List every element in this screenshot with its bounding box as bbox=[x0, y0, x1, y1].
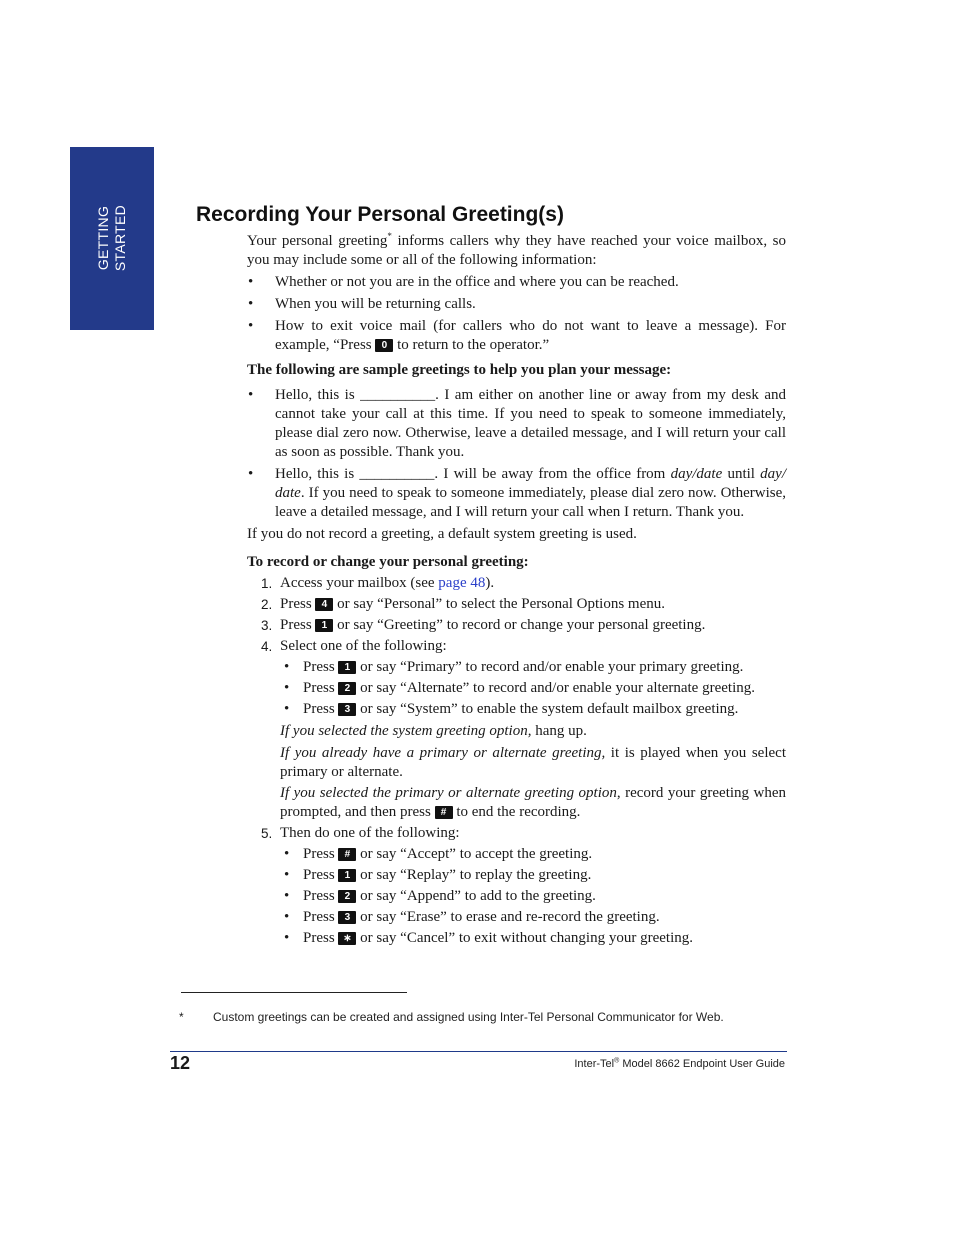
key-3-icon: 3 bbox=[338, 703, 356, 716]
option-item: • Press # or say “Accept” to accept the greeting. bbox=[280, 845, 786, 864]
key-hash-icon: # bbox=[435, 806, 453, 819]
default-greeting-note: If you do not record a greeting, a default system greeting is used. bbox=[247, 526, 637, 542]
sample-greeting: • Hello, this is __________. I will be away from the office from day/date until day/ date. If you need to speak to someone immediately, please dial zero now. Otherwise, leave a detailed message, and I will return your call when I return. Thank you. bbox=[247, 465, 786, 522]
samples-heading: The following are sample greetings to help you plan your message: bbox=[247, 362, 672, 378]
greeting-options bbox=[280, 658, 786, 719]
option-item: • Press 2 or say “Append” to add to the greeting. bbox=[280, 887, 786, 906]
sample-greeting: • Hello, this is __________. I am either on another line or away from my desk and cannot take your call at this time. If you need to speak to someone immediately, please dial zero now. Otherwise, leave a detailed message, and I will return your call as soon as possible. Thank you. bbox=[247, 386, 786, 462]
step-2: 2. Press 4 or say “Personal” to select the Personal Options menu. bbox=[261, 596, 666, 612]
footnote-text: Custom greetings can be created and assigned using Inter-Tel Personal Communicator for Web. bbox=[213, 1010, 724, 1024]
main-content bbox=[247, 232, 786, 948]
section-tab-line2: STARTED bbox=[112, 204, 128, 272]
recording-options bbox=[280, 845, 786, 948]
key-4-icon: 4 bbox=[315, 598, 333, 611]
key-0-icon: 0 bbox=[375, 339, 393, 352]
step-note: If you already have a primary or alternate greeting, it is played when you select primary or alternate. bbox=[280, 745, 786, 780]
procedure-heading: To record or change your personal greeting: bbox=[247, 554, 529, 570]
section-tab-label bbox=[95, 205, 129, 271]
footnote-mark: * bbox=[179, 1010, 184, 1024]
step-5: 5. Then do one of the following: • Press # or say “Accept” to accept the greeting. • Press 1 or say “Replay” to replay the greeting. • Press 2 or say “Append” to add to the greeting. • Press 3 or say “Erase” to erase and re-record the greeting. • Press ∗ or say “Cancel” to exit without changing your greeting. bbox=[247, 824, 786, 948]
info-item: • Whether or not you are in the office and where you can be reached. bbox=[247, 273, 786, 292]
key-hash-icon: # bbox=[338, 848, 356, 861]
step-note: If you selected the system greeting option, hang up. bbox=[280, 723, 587, 739]
key-1-icon: 1 bbox=[338, 869, 356, 882]
footnote-divider bbox=[181, 992, 407, 993]
step-1: 1. Access your mailbox (see page 48). bbox=[261, 575, 495, 591]
info-list bbox=[247, 273, 786, 355]
step-4: 4. Select one of the following: • Press 1 or say “Primary” to record and/or enable your primary greeting. • Press 2 or say “Alternate” to record and/or enable your alternate greeting. • Press 3 or say “System” to enable the system default mailbox greeting. If you selected the system greeting option, hang up. If you already have a primary or alternate greeting, it is played when you select primary or alternate. If you selected the primary or alternate greeting option, record your greeting when prompted, and then press # to end the recording. bbox=[247, 637, 786, 822]
page-48-link[interactable]: page 48 bbox=[438, 575, 486, 591]
info-item: • When you will be returning calls. bbox=[247, 295, 786, 314]
option-item: • Press 3 or say “Erase” to erase and re-record the greeting. bbox=[280, 908, 786, 927]
key-3-icon: 3 bbox=[338, 911, 356, 924]
section-tab bbox=[70, 147, 154, 330]
footer-divider bbox=[170, 1051, 787, 1052]
page-number: 12 bbox=[170, 1053, 191, 1073]
section-tab-line1: GETTING bbox=[95, 205, 111, 271]
key-2-icon: 2 bbox=[338, 890, 356, 903]
option-item: • Press ∗ or say “Cancel” to exit without changing your greeting. bbox=[280, 929, 786, 948]
option-item: • Press 1 or say “Primary” to record and/or enable your primary greeting. bbox=[280, 658, 786, 677]
key-star-icon: ∗ bbox=[338, 932, 356, 945]
key-1-icon: 1 bbox=[338, 661, 356, 674]
page-title: Recording Your Personal Greeting(s) bbox=[196, 203, 564, 226]
procedure-steps bbox=[247, 574, 786, 948]
option-item: • Press 3 or say “System” to enable the system default mailbox greeting. bbox=[280, 700, 786, 719]
footer-title: Inter-Tel® Model 8662 Endpoint User Guide bbox=[574, 1057, 785, 1070]
info-item: • How to exit voice mail (for callers who do not want to leave a message). For example, “Press 0 to return to the operator.” bbox=[247, 317, 786, 355]
footnote-ref: * bbox=[387, 231, 392, 241]
key-1-icon: 1 bbox=[315, 619, 333, 632]
step-note: If you selected the primary or alternate greeting option, record your greeting when prompted, and then press # to end the recording. bbox=[280, 785, 786, 820]
sample-list bbox=[247, 386, 786, 522]
intro-paragraph: Your personal greeting* informs callers why they have reached your voice mailbox, so you may include some or all of the following information: bbox=[247, 231, 786, 268]
step-3: 3. Press 1 or say “Greeting” to record or change your personal greeting. bbox=[261, 617, 706, 633]
option-item: • Press 2 or say “Alternate” to record and/or enable your alternate greeting. bbox=[280, 679, 786, 698]
key-2-icon: 2 bbox=[338, 682, 356, 695]
option-item: • Press 1 or say “Replay” to replay the greeting. bbox=[280, 866, 786, 885]
